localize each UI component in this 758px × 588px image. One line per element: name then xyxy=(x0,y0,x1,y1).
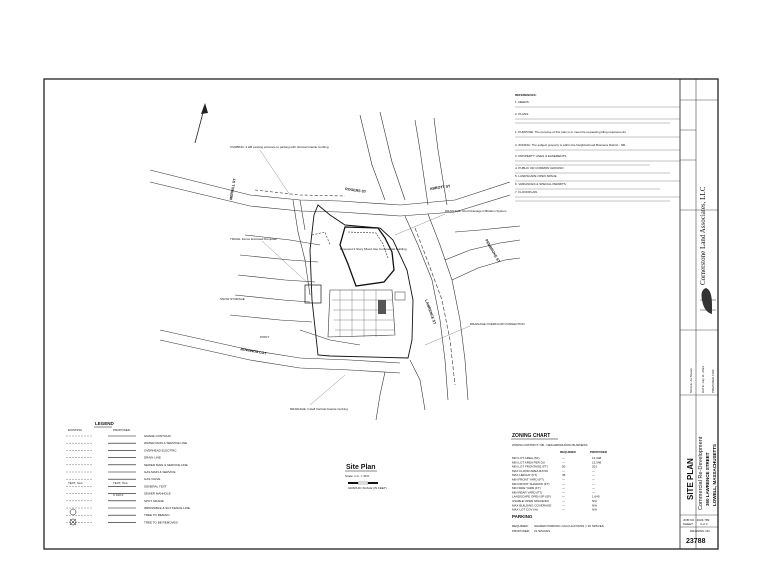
note-item: 7. FLOODPLAIN xyxy=(515,190,538,194)
callout-drainage-roof: DRAINAGE: Roof Drainage Infiltration System xyxy=(445,209,507,213)
callout-snow: SNOW STORAGE xyxy=(220,297,245,301)
zoning-row-value: — xyxy=(562,490,565,495)
note-item: 2. ZONING: The subject property is within the Neighborhood Business District - NB. xyxy=(515,143,626,147)
sheet-of: 3 of 4 xyxy=(700,522,708,526)
zoning-row-value: N/A xyxy=(592,507,598,512)
legend xyxy=(66,421,190,525)
zoning-row-value: — xyxy=(562,494,565,499)
legend-row xyxy=(66,499,164,503)
legend-row xyxy=(66,506,190,510)
legend-label: SEWER MANHOLE xyxy=(144,491,171,496)
legend-row xyxy=(66,520,179,524)
zoning-row-value: N/A xyxy=(592,499,598,503)
note-item: 4. PUBLIC OR COMMON GROUND xyxy=(515,166,564,170)
legend-row xyxy=(66,448,177,452)
zoning-row-value: 50 xyxy=(562,464,566,469)
plan-scale: Scale: 1 in. = 30 ft. xyxy=(345,474,370,478)
legend-text-proposed: TEXT, Text xyxy=(113,481,128,485)
callout-drainage-install: DRAINAGE: Install Vertical Granite Curbing xyxy=(290,407,348,411)
zoning-header: REQUIRED xyxy=(560,450,576,454)
parking-title: PARKING xyxy=(512,514,533,519)
legend-label: TREE TO BE REMOVED xyxy=(144,520,178,525)
address-line1: 360 LAWRENCE STREET xyxy=(705,452,710,506)
zoning-row-label: MIN LOT FRONTAGE (FT) xyxy=(512,464,548,469)
legend-label: DRAIN LINE xyxy=(144,455,161,460)
legend-row xyxy=(66,513,169,517)
zoning-row-value: — xyxy=(562,477,565,482)
parking-row-value: 21 SPACES xyxy=(534,529,551,533)
callout-point: POINT xyxy=(260,335,270,339)
north-arrow-icon xyxy=(195,103,208,143)
note-item: 5. LANDSCAPE OPEN SPACE xyxy=(515,174,557,178)
zoning-row-value: 201 xyxy=(592,464,598,469)
zoning-row-value: — xyxy=(562,456,565,460)
zoning-row-value: — xyxy=(562,468,565,473)
zoning-row-label: MIN REAR YARD (FT) xyxy=(512,490,543,495)
zoning-row-label: MAX HEIGHT (FT) xyxy=(512,473,538,478)
zoning-row-label: MIN FRONT YARD (FT) xyxy=(512,477,544,482)
zoning-row-value: — xyxy=(562,460,565,465)
zoning-row-label: USABLE OPEN SPACE/DU xyxy=(512,499,550,503)
legend-label: GRADE CONTOUR xyxy=(144,434,171,438)
zoning-row-value: 12,348 xyxy=(592,456,602,460)
zoning-row-label: MIN LOT AREA PER DU xyxy=(512,460,545,465)
zoning-row-value: — xyxy=(562,481,565,486)
note-item: 1. PURPOSE: The purpose of this plan is to meet the requesting filing requirements xyxy=(515,130,626,134)
graphic-scale-label: GRAPHIC SCALE (IN FEET) xyxy=(348,486,387,490)
legend-col-existing: EXISTING xyxy=(68,428,83,432)
zoning-row-value: N/A xyxy=(592,503,598,508)
zoning-row-value: 45 xyxy=(562,473,566,478)
legend-row xyxy=(66,470,175,474)
legend-label: SPOT GRADE xyxy=(144,498,164,503)
legend-row xyxy=(66,441,187,445)
plan-drawing xyxy=(150,103,520,420)
note-item: 2. PLANS: xyxy=(515,112,530,116)
callout-drainage-overflow: DRAINAGE OVERFLOW CONNECTION xyxy=(470,322,525,326)
legend-title: LEGEND xyxy=(95,421,114,426)
note-item: 6. VARIANCES & SPECIAL PERMITS xyxy=(515,182,566,186)
zoning-row-value: 12,348 xyxy=(592,460,602,465)
prepared-for: PREPARED FOR: xyxy=(711,368,715,393)
legend-text-existing: TEXT, Text xyxy=(68,481,83,485)
legend-label: GAS MAIN & SERVICE xyxy=(144,470,176,474)
legend-label: TREE TO REMAIN xyxy=(144,513,170,518)
date-text: DATE: July 11, 2023 xyxy=(701,365,705,393)
address-line2: LOWELL, MASSACHUSETTS xyxy=(712,444,717,506)
notes-header: REFERENCES: xyxy=(515,93,537,97)
zoning-chart xyxy=(511,433,608,533)
title-block xyxy=(680,79,718,549)
zoning-row-label: MAX FLOOR AREA RATIO xyxy=(512,468,549,473)
zoning-row-label: LANDSCAPE OPEN SP (SF) xyxy=(512,494,551,499)
legend-label: GENERAL TEXT xyxy=(144,484,167,489)
note-item: 1. DEEDS: xyxy=(515,100,530,104)
drawing-no-label: DRAWING NO. xyxy=(690,529,711,533)
zoning-row-value: — xyxy=(562,486,565,491)
callout-building: Proposed 2 Story Mixed Use Commercial Building xyxy=(340,247,407,251)
street-label-lawrence: LAWRENCE ST xyxy=(424,298,437,325)
parking-row-value: SHARED PARKING CALCULATIONS = 30 SPACES xyxy=(534,524,604,528)
zoning-row-label: MIN SIDE YARD (FT) xyxy=(512,486,541,491)
tree-remain-icon xyxy=(70,509,76,515)
parking-row-label: PROPOSED: xyxy=(512,529,530,533)
zoning-row-label: MAX LOT COV (%) xyxy=(512,507,538,512)
note-item: 3. PROPERTY LINES & EASEMENTS xyxy=(515,154,567,158)
zoning-title: ZONING CHART xyxy=(512,433,551,439)
zoning-row-value: — xyxy=(592,477,595,482)
general-notes xyxy=(515,93,680,201)
zoning-row-value: — xyxy=(592,473,595,478)
zoning-row-label: MIN LOT AREA (SF) xyxy=(512,456,540,460)
drawing-number: 23788 xyxy=(686,538,706,545)
street-label-rogers: ROGERS ST xyxy=(344,187,367,194)
job-number: JOB NO.: 2023-789 xyxy=(683,518,710,522)
zoning-row-value: — xyxy=(592,490,595,495)
legend-label: OVERHEAD ELECTRIC xyxy=(144,448,177,453)
zoning-district: ZONING DISTRICT: NB - NEIGHBORHOOD BUSINESS xyxy=(512,443,588,447)
zoning-row-value: — xyxy=(592,468,595,473)
street-label-merrill: MERRILL ST xyxy=(229,178,237,201)
zoning-row-value: 1,640 xyxy=(592,494,600,499)
legend-spot-grade: X 100.0 xyxy=(113,493,124,497)
company-logo-icon xyxy=(700,288,716,314)
zoning-row-value: — xyxy=(562,503,565,508)
zoning-row-value: — xyxy=(562,507,565,512)
firm-name: Cornerstone Land Associates, LLC xyxy=(699,186,707,285)
zoning-row-label: MAX BUILDING COVERAGE xyxy=(512,503,552,508)
legend-col-proposed: PROPOSED xyxy=(113,428,131,432)
zoning-row-value: — xyxy=(592,486,595,491)
callout-curbing: CURBING: 3 HB existing entrance to parking with Vertical Granite Curbing xyxy=(230,145,329,149)
project-name: Commercial Re-Development xyxy=(698,436,704,510)
scale-text: SCALE: As Shown xyxy=(689,368,693,393)
legend-label: SEWER MAIN & SERVICE LINE xyxy=(144,462,188,467)
callout-trash: TRASH: Fence Enclosed Dumpster xyxy=(230,237,278,241)
zoning-row-value: — xyxy=(562,499,565,503)
legend-label: WATER MAIN & SERVICE LINE xyxy=(144,441,188,446)
legend-row xyxy=(66,484,167,488)
zoning-row-label: MIN FRONT SHADOW (FT) xyxy=(512,481,550,486)
legend-row xyxy=(66,434,171,438)
plan-title: Site Plan xyxy=(346,464,376,471)
legend-label: GAS VALVE xyxy=(144,477,161,482)
legend-row xyxy=(66,463,188,467)
zoning-header: PROPOSED xyxy=(590,450,608,454)
parking-row-label: REQUIRED: xyxy=(512,524,529,528)
sheet-title: SITE PLAN xyxy=(686,458,695,500)
legend-row xyxy=(66,456,161,460)
legend-label: IMPASSIBLE & SILT FENCE LINE xyxy=(144,506,190,510)
street-label-jennings: JENNINGS LOT xyxy=(239,347,267,356)
street-label-abbott: ABBOTT ST xyxy=(429,184,451,191)
tree-remove-icon xyxy=(70,519,76,525)
sheet-label: SHEET: xyxy=(683,522,694,526)
street-label-pembroke: PEMBROKE ST xyxy=(484,238,501,264)
graphic-scale-bar xyxy=(348,482,378,484)
zoning-row-value: — xyxy=(592,481,595,486)
